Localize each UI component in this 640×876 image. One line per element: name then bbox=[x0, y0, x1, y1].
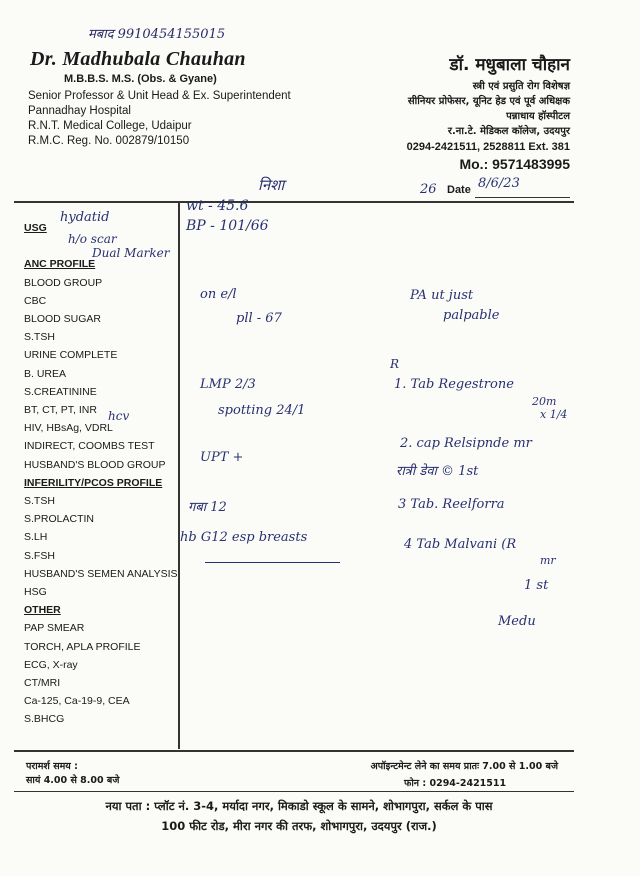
hospital-hindi: पन्नाधाय हॉस्पीटल bbox=[506, 111, 570, 122]
hw-lmp: LMP 2/3 bbox=[200, 377, 256, 392]
hw-on-exam: on e/l bbox=[200, 287, 237, 302]
hw-usg-3: Dual Marker bbox=[92, 246, 170, 260]
test-item: S.FSH bbox=[24, 549, 55, 562]
hw-rx-1: 1. Tab Regestrone bbox=[394, 377, 514, 392]
hospital-line: Pannadhay Hospital bbox=[28, 105, 131, 117]
test-item: INDIRECT, COOMBS TEST bbox=[24, 440, 155, 453]
hw-rx-4-dose: mr bbox=[540, 554, 556, 567]
hw-spotting: spotting 24/1 bbox=[218, 403, 306, 418]
hw-rx-symbol: R bbox=[390, 357, 400, 371]
hw-rx-2: 2. cap Relsipnde mr bbox=[400, 436, 532, 451]
test-item: HSG bbox=[24, 586, 47, 599]
doctor-name-english: Dr. Madhubala Chauhan bbox=[30, 48, 246, 70]
mobile-number: Mo.: 9571483995 bbox=[459, 156, 570, 172]
hw-upt: UPT + bbox=[200, 450, 244, 465]
test-item: BLOOD GROUP bbox=[24, 276, 103, 289]
test-item: HUSBAND'S BLOOD GROUP bbox=[24, 458, 166, 471]
consult-time: सायं 4.00 से 8.00 बजे bbox=[26, 775, 120, 786]
test-list bbox=[24, 219, 178, 729]
hw-rx-4: 4 Tab Malvani (R bbox=[404, 537, 517, 552]
test-section-heading: INFERILITY/PCOS PROFILE bbox=[24, 476, 163, 489]
test-item: S.LH bbox=[24, 531, 48, 544]
test-section-heading: OTHER bbox=[24, 604, 61, 617]
speciality-hindi: स्त्री एवं प्रसुति रोग विशेषज्ञ bbox=[472, 81, 570, 92]
test-item: ECG, X-ray bbox=[24, 658, 78, 671]
test-item: S.TSH bbox=[24, 331, 55, 344]
test-item: Ca-125, Ca-19-9, CEA bbox=[24, 695, 130, 708]
hw-weight: wt - 45.6 bbox=[186, 198, 249, 214]
test-item: BT, CT, PT, INR bbox=[24, 404, 97, 417]
hw-underline bbox=[205, 562, 340, 563]
test-item: CT/MRI bbox=[24, 677, 61, 690]
doctor-details-hindi bbox=[408, 79, 570, 139]
patient-name-handwritten: निशा bbox=[258, 176, 285, 194]
date-underline bbox=[475, 197, 570, 198]
college-hindi: र.ना.टे. मेडिकल कॉलेज, उदयपुर bbox=[447, 126, 570, 137]
test-item: HUSBAND'S SEMEN ANALYSIS bbox=[24, 567, 178, 580]
hw-hb: hb G12 esp breasts bbox=[180, 530, 308, 545]
header-handwritten-note: मबाद 9910454155015 bbox=[88, 27, 226, 42]
appointment-time: अपॉइन्टमेन्ट लेने का समय प्रातः 7.00 से 1.00 बजे bbox=[370, 761, 558, 772]
address-line-2: 100 फीट रोड, मीरा नगर की तरफ, शोभागपुरा, उदयपुर (राज.) bbox=[161, 819, 437, 833]
doctor-name-hindi: डॉ. मधुबाला चौहान bbox=[449, 55, 570, 75]
column-divider bbox=[178, 203, 180, 749]
test-item: HIV, HBsAg, VDRL bbox=[24, 422, 113, 435]
consult-time-label: परामर्श समय : bbox=[26, 761, 78, 772]
hw-usg-1: hydatid bbox=[60, 210, 110, 225]
test-section-heading: ANC PROFILE bbox=[24, 258, 96, 271]
hw-pa-1: PA ut just bbox=[410, 288, 474, 303]
address-divider bbox=[14, 791, 574, 792]
doctor-degrees: M.B.B.S. M.S. (Obs. & Gyane) bbox=[64, 73, 217, 85]
address-line-1: नया पता : प्लॉट नं. 3-4, मर्यादा नगर, मिकाडो स्कूल के सामने, शोभागपुरा, सर्कल के पास bbox=[105, 799, 493, 813]
footer-phone: फोन : 0294-2421511 bbox=[404, 778, 507, 789]
hw-pa-2: palpable bbox=[443, 308, 500, 323]
test-section-heading: USG bbox=[24, 222, 47, 234]
hw-signature: Medu bbox=[498, 614, 536, 629]
test-item: PAP SMEAR bbox=[24, 622, 85, 635]
test-item: BLOOD SUGAR bbox=[24, 313, 102, 326]
test-item: CBC bbox=[24, 294, 47, 307]
test-item: S.CREATININE bbox=[24, 385, 97, 398]
test-item: URINE COMPLETE bbox=[24, 349, 118, 362]
hw-rx-1-qty: x 1/4 bbox=[540, 408, 568, 421]
test-item: S.BHCG bbox=[24, 713, 65, 726]
test-item: S.PROLACTIN bbox=[24, 513, 95, 526]
hw-rx-2-dose: रात्री डेवा © 1st bbox=[396, 464, 479, 479]
hw-pallor: pll - 67 bbox=[236, 311, 282, 326]
hw-rx-1-dose: 20m bbox=[532, 395, 557, 408]
hw-rx-3: 3 Tab. Reelforra bbox=[398, 497, 505, 512]
designation-line: Senior Professor & Unit Head & Ex. Superintendent bbox=[28, 90, 291, 102]
hw-gaba: गबा 12 bbox=[188, 500, 227, 515]
test-item: TORCH, APLA PROFILE bbox=[24, 640, 141, 653]
address-block bbox=[0, 796, 598, 836]
college-line: R.N.T. Medical College, Udaipur bbox=[28, 120, 192, 132]
designation-hindi: सीनियर प्रोफेसर, यूनिट हेड एवं पूर्व अधिक्षक bbox=[407, 96, 570, 107]
doctor-designation bbox=[28, 89, 291, 149]
test-item: B. UREA bbox=[24, 367, 67, 380]
reg-no-line: R.M.C. Reg. No. 002879/10150 bbox=[28, 135, 190, 147]
hw-usg-2: h/o scar bbox=[68, 232, 117, 246]
hw-hiv-note: hcv bbox=[108, 409, 130, 423]
footer-divider bbox=[14, 750, 574, 752]
phone-numbers: 0294-2421511, 2528811 Ext. 381 bbox=[406, 141, 570, 153]
header-divider bbox=[14, 201, 574, 203]
test-item: S.TSH bbox=[24, 495, 55, 508]
date-value: 8/6/23 bbox=[478, 176, 520, 191]
hw-bp: BP - 101/66 bbox=[186, 218, 269, 234]
hw-rx-4-qty: 1 st bbox=[524, 578, 549, 593]
date-label: Date bbox=[447, 184, 471, 196]
date-prefix: 26 bbox=[420, 182, 437, 197]
